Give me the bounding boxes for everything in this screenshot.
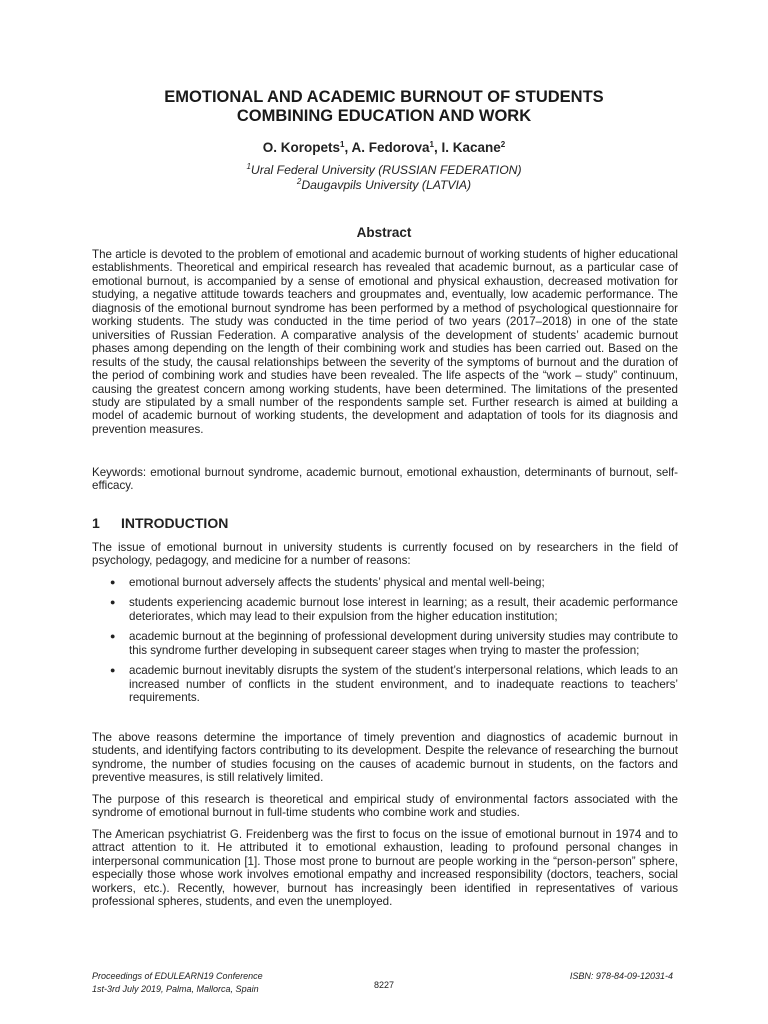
abstract-heading: Abstract xyxy=(356,225,412,240)
list-item: ● emotional burnout adversely affects the students’ physical and mental well-being; xyxy=(110,576,545,589)
footer-proceedings: Proceedings of EDULEARN19 Conference 1st-3rd July 2019, Palma, Mallorca, Spain xyxy=(92,971,263,994)
bullet-icon: ● xyxy=(110,577,116,587)
list-item: ● students experiencing academic burnout lose interest in learning; as a result, their academic performance deteriorates, which may lead to their expulsion from the higher education institution; xyxy=(110,596,678,623)
author: O. Koropets$^1$, xyxy=(262,140,352,155)
author-list xyxy=(0,140,768,156)
section-title: INTRODUCTION xyxy=(121,515,229,531)
abstract-text: The article is devoted to the problem of emotional and academic burnout of working students of higher educational establishments. Theoretical and empirical research has revealed that academic burnout, as a particular case of emotional burnout, is accompanied by a sense of emotional and physical exhaustion, decreased motivation for studying, a negative attitude towards teachers and groupmates and, eventually, low academic performance. The diagnosis of the emotional burnout syndrome has been performed by a method of psychological questionnaire for working students. The study was conducted in the time period of two years (2017–2018) in one of the state universities of Russian Federation. A comparative analysis of the development of students’ academic burnout phases among depending on the length of their combining work and studies has been carried out. Based on the results of the study, the causal relationships between the severity of the symptoms of burnout and the duration of the period of combining work and studies have been revealed. The life aspects of the “work – study” continuum, causing the greatest concern among working students, have been determined. The limitations of the presented study are stipulated by a small number of the respondents sample set. Further research is aimed at building a model of academic burnout of working students, the development and adaptation of tools for its diagnosis and prevention measures. xyxy=(92,248,678,436)
affiliations xyxy=(0,163,768,192)
body-paragraph: The purpose of this research is theoretical and empirical study of environmental factors associated with the syndrome of emotional burnout in full-time students who combine work and studies. xyxy=(92,793,678,820)
paper-title xyxy=(0,88,768,126)
title-line-1: EMOTIONAL AND ACADEMIC BURNOUT OF STUDENTS xyxy=(164,88,604,106)
affiliation: $^2$Daugavpils University (LATVIA) xyxy=(296,176,472,192)
footer-isbn: ISBN: 978-84-09-12031-4 xyxy=(569,971,673,981)
list-item: ● academic burnout at the beginning of professional development during university studies may contribute to this syndrome further developing in subsequent career stages when trying to master the profession; xyxy=(110,630,678,657)
page-number: 8227 xyxy=(373,980,395,990)
bullet-icon: ● xyxy=(110,631,116,642)
body-paragraph: The above reasons determine the importance of timely prevention and diagnostics of academic burnout in students, and identifying factors contributing to its development. Despite the relevance of researching the burnout syndrome, the number of studies focusing on the causes of academic burnout in students, on the factors and preventive measures, is still relatively limited. xyxy=(92,731,678,785)
author: A. Fedorova$^1$, xyxy=(351,140,442,155)
keywords: Keywords: emotional burnout syndrome, academic burnout, emotional exhaustion, determinants of burnout, self-efficacy. xyxy=(92,466,678,493)
intro-paragraph: The issue of emotional burnout in university students is currently focused on by researchers in the field of psychology, pedagogy, and medicine for a number of reasons: xyxy=(92,541,678,568)
author: I. Kacane$^2$ xyxy=(441,140,506,155)
body-paragraph: The American psychiatrist G. Freidenberg was the first to focus on the issue of emotional burnout in 1974 and to attract attention to it. He attributed it to emotional exhaustion, leading to profound personal changes in interpersonal communication [1]. Those most prone to burnout are people working in the “person-person” sphere, especially those whose work involves emotional empathy and increased responsibility (doctors, teachers, social workers, etc.). Recently, however, burnout has increasingly been identified in representatives of various professional spheres, students, and even the unemployed. xyxy=(92,828,678,909)
bullet-icon: ● xyxy=(110,597,116,608)
reasons-list xyxy=(92,576,678,712)
title-line-2: COMBINING EDUCATION AND WORK xyxy=(236,107,532,125)
section-number: 1 xyxy=(92,515,100,531)
bullet-icon: ● xyxy=(110,665,116,676)
affiliation: $^1$Ural Federal University (RUSSIAN FEDERATION) xyxy=(246,162,522,177)
section-heading-introduction xyxy=(92,515,228,531)
list-item: ● academic burnout inevitably disrupts the system of the student’s interpersonal relations, which leads to an increased number of conflicts in the student environment, and to inadequate reactions to teachers’ requirements. xyxy=(110,664,678,705)
